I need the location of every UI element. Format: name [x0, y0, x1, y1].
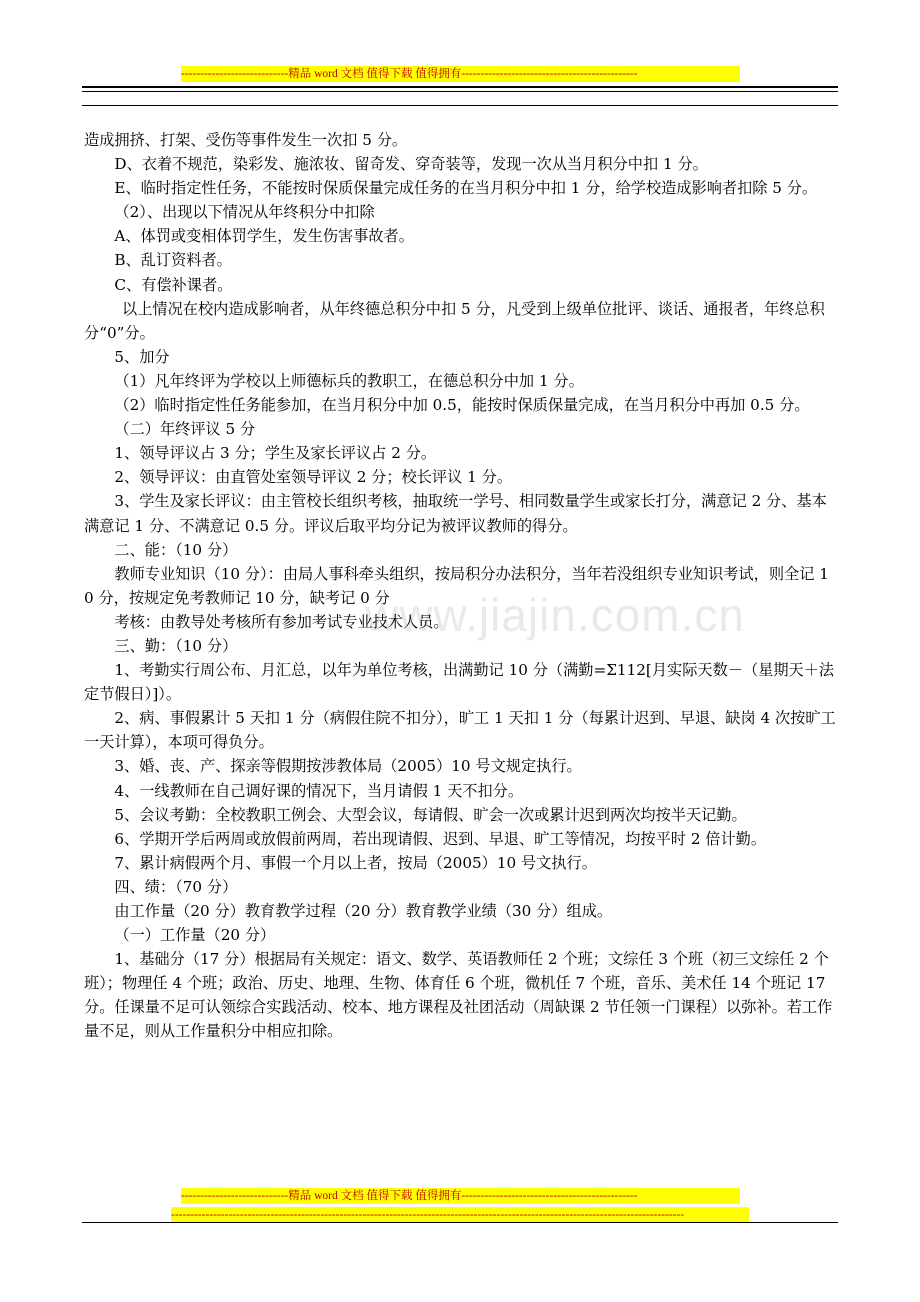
paragraph: 1、领导评议占 3 分；学生及家长评议占 2 分。 — [114, 444, 437, 463]
paragraph: （2）、出现以下情况从年终积分中扣除 — [114, 203, 375, 222]
paragraph: D、衣着不规范，染彩发、施浓妆、留奇发、穿奇装等，发现一次从当月积分中扣 1 分。 — [114, 155, 708, 174]
document-body — [84, 128, 836, 1044]
paragraph: B、乱订资料者。 — [114, 251, 232, 270]
paragraph: A、体罚或变相体罚学生，发生伤害事故者。 — [114, 227, 414, 246]
paragraph: 教师专业知识（10 分）：由局人事科牵头组织，按局积分办法积分，当年若没组织专业知识考试，则全记 10 分，按规定免考教师记 10 分，缺考记 0 分 — [84, 564, 829, 607]
paragraph: （2）临时指定性任务能参加，在当月积分中加 0.5，能按时保质保量完成，在当月积分中再加 0.5 分。 — [114, 396, 810, 415]
footer-banner: -------------------------------------------------------------------------------------------------------------------------------------- — [171, 1207, 749, 1223]
paragraph: 2、领导评议：由直管处室领导评议 2 分；校长评议 1 分。 — [114, 468, 513, 487]
paragraph: 7、累计病假两个月、事假一个月以上者，按局（2005）10 号文执行。 — [114, 853, 597, 872]
paragraph: 四、绩：（70 分） — [114, 877, 238, 896]
paragraph: 以上情况在校内造成影响者，从年终德总积分中扣 5 分，凡受到上级单位批评、谈话、通报者，年终总积分“0”分。 — [84, 299, 825, 342]
paragraph: 3、学生及家长评议：由主管校长组织考核，抽取统一学号、相同数量学生或家长打分，满意记 2 分、基本满意记 1 分、不满意记 0.5 分。评议后取平均分记为被评议教师的得分。 — [84, 492, 827, 535]
footer-rule — [82, 1222, 838, 1223]
paragraph: 5、会议考勤：全校教职工例会、大型会议，每请假、旷会一次或累计迟到两次均按半天记勤。 — [114, 805, 747, 824]
paragraph: 6、学期开学后两周或放假前两周，若出现请假、迟到、早退、旷工等情况，均按平时 2 倍计勤。 — [114, 829, 767, 848]
paragraph: 4、一线教师在自己调好课的情况下，当月请假 1 天不扣分。 — [114, 781, 524, 800]
paragraph: 造成拥挤、打架、受伤等事件发生一次扣 5 分。 — [84, 131, 408, 149]
paragraph: 1、考勤实行周公布、月汇总，以年为单位考核，出满勤记 10 分（满勤=Σ112[月实际天数－（星期天＋法定节假日）]）。 — [84, 661, 835, 704]
paragraph: （1）凡年终评为学校以上师德标兵的教职工，在德总积分中加 1 分。 — [114, 371, 584, 390]
paragraph: 二、能：（10 分） — [114, 540, 238, 559]
paragraph: （二）年终评议 5 分 — [114, 420, 256, 439]
footer-banner: ----------------------------精品 word 文档 值得下载 值得拥有---------------------------------------------- — [181, 1188, 740, 1204]
header-rule — [82, 91, 838, 92]
paragraph: 1、基础分（17 分）根据局有关规定：语文、数学、英语教师任 2 个班；文综任 3 个班（初三文综任 2 个班）；物理任 4 个班；政治、历史、地理、生物、体育任 6 个班，微机任 7 个班，音乐、美术任 14 个班记 17 分。任课量不足可认领综合实践活动、校本、地方课程及社团活动（周缺课 2 节任领一门课程）以弥补。若工作量不足，则从工作量积分中相应扣除。 — [84, 950, 833, 1041]
paragraph: C、有偿补课者。 — [114, 275, 233, 294]
header-banner: ----------------------------精品 word 文档 值得下载 值得拥有---------------------------------------------- — [181, 66, 740, 82]
paragraph: 2、病、事假累计 5 天扣 1 分（病假住院不扣分），旷工 1 天扣 1 分（每累计迟到、早退、缺岗 4 次按旷工一天计算），本项可得负分。 — [84, 709, 836, 752]
paragraph: 由工作量（20 分）教育教学过程（20 分）教育教学业绩（30 分）组成。 — [114, 902, 613, 920]
watermark: www.jiajin.com.cn — [365, 589, 745, 641]
paragraph: （一）工作量（20 分） — [114, 926, 276, 945]
header-rule — [82, 86, 838, 88]
header-rule — [82, 105, 838, 106]
paragraph: 5、加分 — [114, 347, 170, 366]
paragraph: 3、婚、丧、产、探亲等假期按涉教体局（2005）10 号文规定执行。 — [114, 757, 582, 776]
paragraph: 考核：由教导处考核所有参加考试专业技术人员。 — [114, 612, 449, 631]
paragraph: 三、勤：（10 分） — [114, 636, 238, 655]
paragraph: E、临时指定性任务，不能按时保质保量完成任务的在当月积分中扣 1 分，给学校造成影响者扣除 5 分。 — [114, 179, 818, 198]
